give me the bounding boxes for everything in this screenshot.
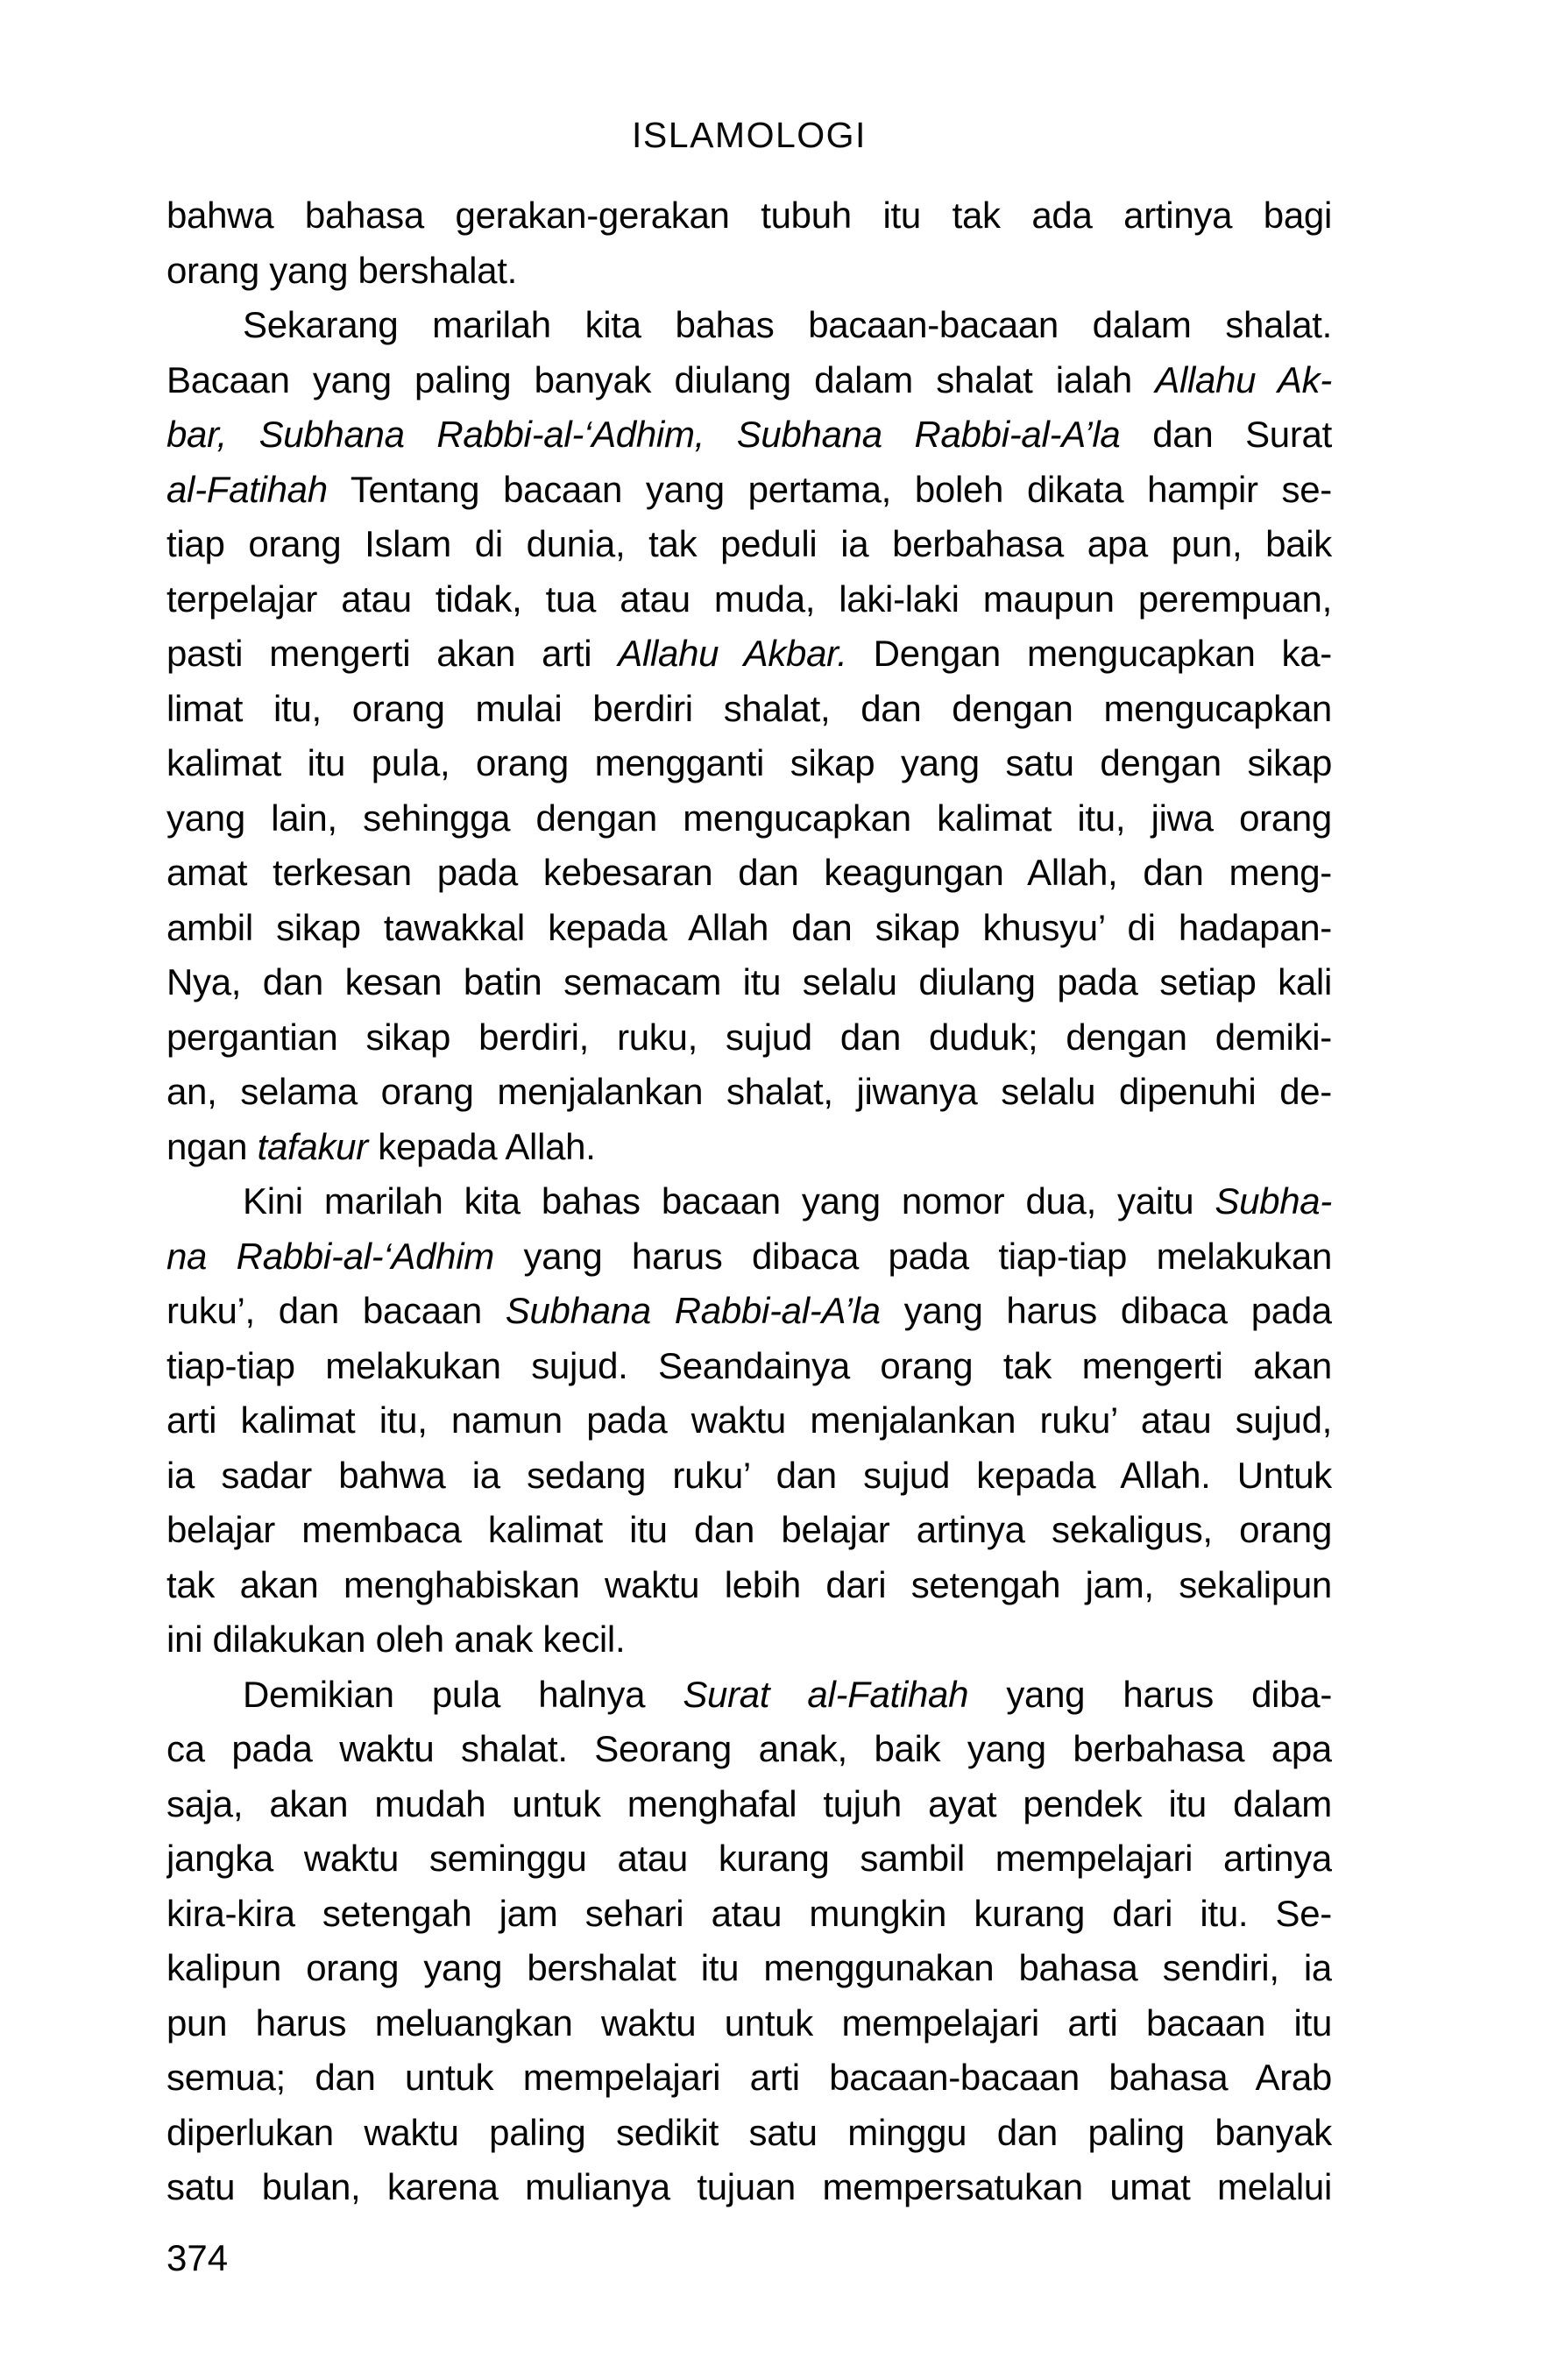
text-line [166, 298, 1332, 353]
text-segment: Dengan mengucapkan ka- [846, 633, 1332, 674]
text-line [166, 2106, 1332, 2161]
text-line [166, 188, 1332, 244]
text-segment: Nya, dan kesan batin semacam itu selalu diulang pada setiap kali [166, 961, 1332, 1002]
text-segment: jangka waktu seminggu atau kurang sambil mempelajari artinya [166, 1838, 1332, 1879]
text-line [166, 1887, 1332, 1942]
text-line [166, 1449, 1332, 1504]
text-segment: kira-kira setengah jam sehari atau mungkin kurang dari itu. Se- [166, 1892, 1332, 1934]
text-line [166, 463, 1332, 518]
text-segment: ca pada waktu shalat. Seorang anak, baik yang berbahasa apa [166, 1728, 1332, 1769]
text-segment: kalimat itu pula, orang mengganti sikap yang satu dengan sikap [166, 742, 1332, 783]
italic-text-segment: Subha- [1215, 1180, 1332, 1222]
text-segment: bahwa bahasa gerakan-gerakan tubuh itu tak ada artinya bagi [166, 195, 1332, 236]
text-segment: yang harus dibaca pada tiap-tiap melakukan [493, 1235, 1332, 1277]
text-segment: pergantian sikap berdiri, ruku, sujud dan duduk; dengan demiki- [166, 1016, 1332, 1058]
text-line [166, 1174, 1332, 1229]
text-line [166, 736, 1332, 791]
text-line [166, 1558, 1332, 1613]
running-head: ISLAMOLOGI [632, 115, 867, 155]
text-segment: amat terkesan pada kebesaran dan keagungan Allah, dan meng- [166, 852, 1332, 893]
italic-text-segment: al-Fatihah [166, 468, 328, 510]
text-segment: satu bulan, karena mulianya tujuan mempersatukan umat melalui [166, 2166, 1332, 2207]
text-line [166, 846, 1332, 901]
italic-text-segment: bar, Subhana Rabbi-al-‘Adhim, Subhana Rabbi-al-A’la [166, 414, 1121, 455]
text-segment: kalipun orang yang bershalat itu menggunakan bahasa sendiri, ia [166, 1947, 1332, 1988]
text-line [166, 901, 1332, 956]
text-line [166, 572, 1332, 627]
text-segment: diperlukan waktu paling sedikit satu minggu dan paling banyak [166, 2111, 1332, 2153]
text-line [166, 1010, 1332, 1066]
text-segment: yang harus diba- [968, 1673, 1332, 1715]
text-segment: pasti mengerti akan arti [166, 633, 619, 674]
text-line [166, 1996, 1332, 2051]
text-line [166, 1612, 1332, 1668]
text-line [166, 1831, 1332, 1887]
text-line [166, 2160, 1332, 2215]
text-line [166, 1777, 1332, 1832]
text-segment: pun harus meluangkan waktu untuk mempelajari arti bacaan itu [166, 2001, 1332, 2044]
text-segment: tiap orang Islam di dunia, tak peduli ia berbahasa apa pun, baik [166, 523, 1332, 564]
text-line [166, 353, 1332, 408]
text-segment: limat itu, orang mulai berdiri shalat, dan dengan mengucapkan [166, 687, 1332, 729]
text-line [166, 791, 1332, 846]
text-line [166, 1120, 1332, 1175]
text-line [166, 1229, 1332, 1285]
italic-text-segment: tafakur [257, 1125, 368, 1167]
text-segment: ia sadar bahwa ia sedang ruku’ dan sujud kepada Allah. Untuk [166, 1454, 1332, 1496]
text-line [166, 244, 1332, 299]
text-line [166, 1339, 1332, 1394]
text-line [166, 1503, 1332, 1558]
text-line [166, 1722, 1332, 1777]
italic-text-segment: Surat al-Fatihah [683, 1673, 969, 1715]
text-segment: ambil sikap tawakkal kepada Allah dan sikap khusyu’ di hadapan- [166, 906, 1332, 948]
text-segment: orang yang bershalat. [166, 249, 517, 291]
text-line [166, 682, 1332, 737]
text-line [166, 627, 1332, 682]
text-segment: arti kalimat itu, namun pada waktu menjalankan ruku’ atau sujud, [166, 1399, 1332, 1441]
text-segment: belajar membaca kalimat itu dan belajar artinya sekaligus, orang [166, 1509, 1332, 1550]
text-segment: tiap-tiap melakukan sujud. Seandainya orang tak mengerti akan [166, 1344, 1332, 1386]
text-segment: yang lain, sehingga dengan mengucapkan kalimat itu, jiwa orang [166, 797, 1332, 839]
text-line [166, 407, 1332, 463]
text-segment: Demikian pula halnya [243, 1673, 683, 1715]
text-segment: Sekarang marilah kita bahas bacaan-bacaan dalam shalat. [243, 304, 1332, 345]
text-segment: tak akan menghabiskan waktu lebih dari setengah jam, sekalipun [166, 1563, 1332, 1605]
text-line [166, 1284, 1332, 1339]
text-segment: ngan [166, 1125, 258, 1167]
text-segment: ini dilakukan oleh anak kecil. [166, 1619, 626, 1660]
text-line [166, 1668, 1332, 1723]
italic-text-segment: Subhana Rabbi-al-A’la [505, 1290, 881, 1331]
page-number: 374 [166, 2237, 229, 2278]
text-segment: dan Surat [1120, 414, 1332, 455]
italic-text-segment: Allahu Ak- [1155, 358, 1332, 400]
text-line [166, 1393, 1332, 1449]
text-segment: Bacaan yang paling banyak diulang dalam shalat ialah [166, 358, 1156, 400]
text-segment: Kini marilah kita bahas bacaan yang nomor dua, yaitu [243, 1180, 1215, 1222]
text-line [166, 2051, 1332, 2106]
text-line [166, 1941, 1332, 1996]
text-segment: yang harus dibaca pada [880, 1290, 1332, 1331]
text-line [166, 955, 1332, 1010]
text-segment: terpelajar atau tidak, tua atau muda, laki-laki maupun perempuan, [166, 577, 1332, 620]
text-segment: an, selama orang menjalankan shalat, jiwanya selalu dipenuhi de- [166, 1071, 1332, 1112]
text-segment: kepada Allah. [367, 1125, 596, 1167]
italic-text-segment: Allahu Akbar. [618, 633, 847, 674]
text-line [166, 1065, 1332, 1120]
body-text [166, 188, 1332, 2215]
italic-text-segment: na Rabbi-al-‘Adhim [166, 1235, 494, 1277]
text-line [166, 517, 1332, 572]
text-segment: Tentang bacaan yang pertama, boleh dikata hampir se- [327, 468, 1332, 510]
text-segment: saja, akan mudah untuk menghafal tujuh ayat pendek itu dalam [166, 1782, 1332, 1824]
text-segment: semua; dan untuk mempelajari arti bacaan-bacaan bahasa Arab [166, 2057, 1332, 2098]
text-segment: ruku’, dan bacaan [166, 1290, 506, 1331]
